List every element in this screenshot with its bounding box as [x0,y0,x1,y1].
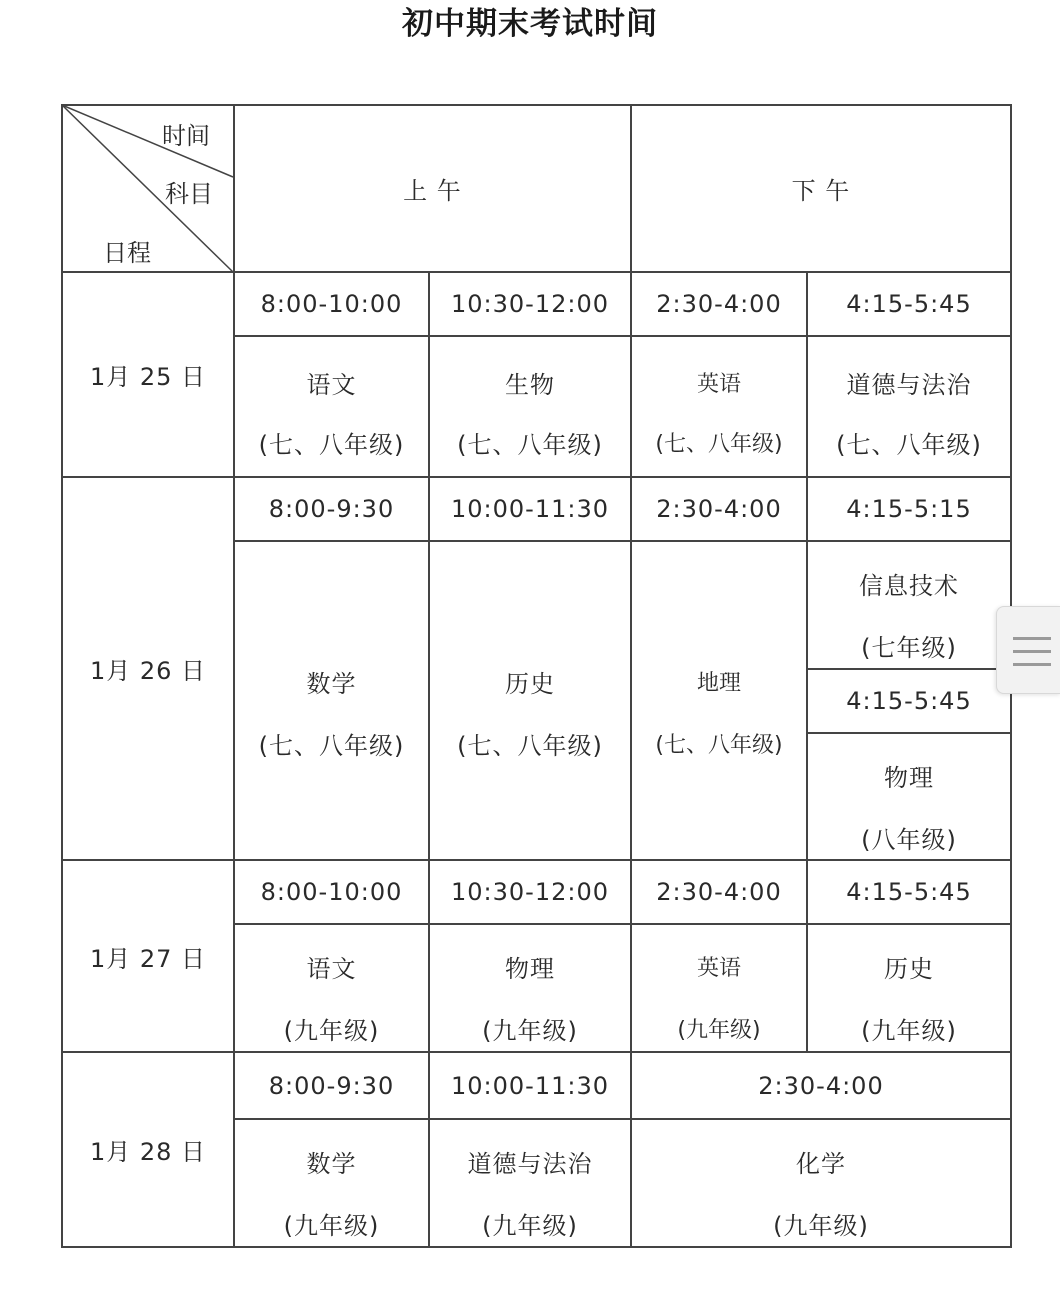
time-row-line [233,540,1012,542]
day-date: 1月 27 日 [89,944,207,973]
exam-grade: (七、八年级) [457,430,603,459]
exam-cell [430,650,630,774]
time-slot: 10:30-12:00 [451,290,609,318]
time-slot: 10:30-12:00 [451,878,609,906]
exam-subject: 历史 [884,954,934,983]
time-slot: 4:15-5:15 [846,495,972,523]
exam-grade: (九年级) [677,1017,761,1043]
time-row-line [233,335,1012,337]
time-slot: 8:00-9:30 [268,1071,395,1100]
exam-grade: (九年级) [283,1016,380,1045]
time-slot: 2:30-4:00 [758,1071,884,1100]
exam-subject: 物理 [505,954,555,983]
exam-grade: (九年级) [283,1211,380,1240]
time-slot: 4:15-5:45 [846,687,972,715]
exam-cell [430,1130,630,1254]
exam-grade: (九年级) [482,1016,578,1045]
split-cell-line [806,732,1012,734]
exam-cell [632,935,806,1059]
exam-subject: 英语 [696,371,741,397]
exam-cell [235,1130,428,1254]
exam-cell [430,935,630,1059]
exam-subject: 物理 [884,763,934,792]
exam-grade: (七年级) [861,633,957,662]
exam-subject: 化学 [796,1149,846,1178]
exam-subject: 历史 [505,669,555,698]
exam-grade: (七、八年级) [655,732,783,758]
exam-subject: 数学 [306,1149,357,1178]
exam-cell [235,650,428,774]
time-slot: 8:00-10:00 [260,290,403,318]
exam-cell [235,935,428,1059]
exam-grade: (九年级) [773,1211,869,1240]
exam-cell [808,935,1010,1059]
header-morning: 上 午 [403,177,462,205]
exam-cell [808,352,1010,472]
time-slot: 8:00-9:30 [268,495,395,523]
exam-grade: (七、八年级) [655,431,783,457]
time-slot: 10:00-11:30 [451,1071,609,1100]
time-row-line [233,1118,1012,1120]
exam-subject: 道德与法治 [467,1149,593,1178]
day-date: 1月 28 日 [89,1138,207,1166]
time-slot: 4:15-5:45 [846,878,972,906]
exam-subject: 地理 [696,670,741,696]
exam-grade: (九年级) [861,1016,957,1045]
time-slot: 8:00-10:00 [260,878,403,906]
exam-cell [235,352,428,472]
exam-subject: 信息技术 [859,571,959,600]
corner-label-schedule: 日程 [103,239,151,267]
exam-grade: (七、八年级) [258,430,405,459]
exam-subject: 道德与法治 [846,370,972,399]
exam-cell [808,744,1010,868]
exam-subject: 英语 [696,955,741,981]
time-row-line [233,923,1012,925]
time-slot: 2:30-4:00 [656,495,782,523]
time-slot: 2:30-4:00 [656,290,782,318]
time-slot: 4:15-5:45 [846,290,972,318]
corner-label-subject: 科目 [165,180,213,208]
exam-cell [632,650,806,774]
header-afternoon: 下 午 [791,177,851,205]
exam-subject: 生物 [505,370,555,399]
exam-cell [808,552,1010,676]
exam-subject: 语文 [306,370,357,399]
exam-grade: (七、八年级) [836,430,982,459]
exam-grade: (九年级) [482,1211,578,1240]
page-title: 初中期末考试时间 [402,6,658,42]
exam-grade: (七、八年级) [258,731,405,760]
exam-subject: 语文 [306,954,357,983]
exam-cell [632,352,806,472]
exam-grade: (七、八年级) [457,731,603,760]
exam-cell [632,1130,1010,1254]
exam-cell [430,352,630,472]
day-date: 1月 26 日 [89,657,207,685]
time-slot: 2:30-4:00 [656,878,782,906]
day-date: 1月 25 日 [89,363,207,391]
corner-label-time: 时间 [162,122,210,150]
exam-grade: (八年级) [861,825,957,854]
side-menu-handle[interactable] [996,606,1060,694]
time-slot: 10:00-11:30 [451,495,609,523]
exam-subject: 数学 [306,669,357,698]
